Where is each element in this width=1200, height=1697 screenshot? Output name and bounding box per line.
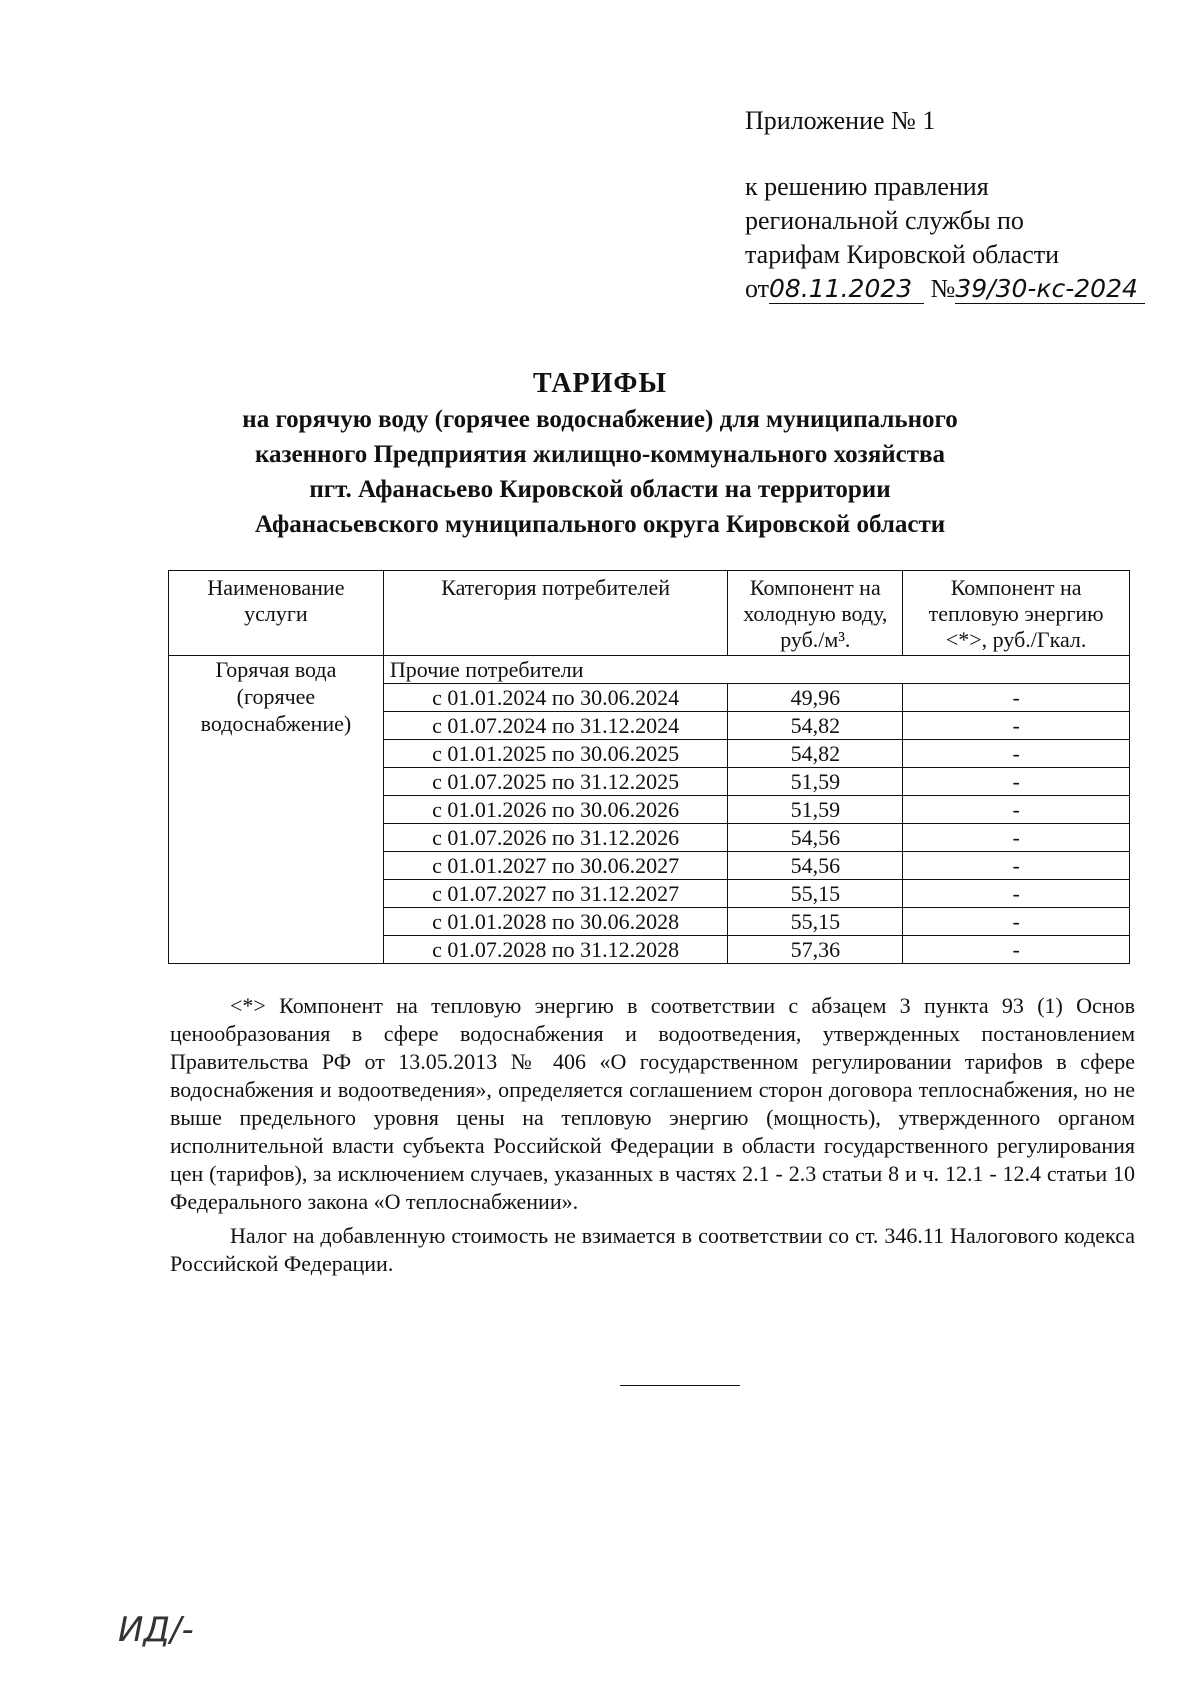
period-cell: с 01.07.2024 по 31.12.2024 — [383, 712, 728, 740]
title-main: ТАРИФЫ — [533, 368, 667, 399]
header-category: Категория потребителей — [383, 571, 728, 656]
table-header-row — [169, 571, 1130, 656]
appendix-line: тарифам Кировской области — [745, 240, 1060, 269]
thermal-cell: - — [903, 908, 1130, 936]
date-prefix: от — [745, 274, 770, 303]
thermal-cell: - — [903, 712, 1130, 740]
header-cold-water: Компонент на холодную воду, руб./м³. — [728, 571, 903, 656]
period-cell: с 01.01.2027 по 30.06.2027 — [383, 852, 728, 880]
category-label: Прочие потребители — [383, 656, 1129, 684]
end-divider — [620, 1385, 740, 1386]
header-thermal: Компонент на тепловую энергию <*>, руб./Гкал. — [903, 571, 1130, 656]
cold-water-cell: 57,36 — [728, 936, 903, 964]
cold-water-cell: 51,59 — [728, 796, 903, 824]
thermal-cell: - — [903, 824, 1130, 852]
period-cell: с 01.01.2026 по 30.06.2026 — [383, 796, 728, 824]
footnote-text: <*> Компонент на тепловую энергию в соответствии с абзацем 3 пункта 93 (1) Основ ценообразования в сфере водоснабжения и водоотведения, утвержденных постановлением Правительства РФ от 13.05.2013 № 406 «О государственном регулировании тарифов в сфере водоснабжения и водоотведения», определяется соглашением сторон договора теплоснабжения, но не выше предельного уровня цены на тепловую энергию (мощность), утвержденного органом исполнительной власти субъекта Российской Федерации в области государственного регулирования цен (тарифов), за исключением случаев, указанных в частях 2.1 - 2.3 статьи 8 и ч. 12.1 - 12.4 статьи 10 Федерального закона «О теплоснабжении». — [170, 993, 1135, 1214]
period-cell: с 01.07.2026 по 31.12.2026 — [383, 824, 728, 852]
cold-water-cell: 54,82 — [728, 740, 903, 768]
number-prefix: № — [930, 274, 956, 303]
period-cell: с 01.01.2025 по 30.06.2025 — [383, 740, 728, 768]
appendix-line: региональной службы по — [745, 206, 1024, 235]
period-cell: с 01.07.2028 по 31.12.2028 — [383, 936, 728, 964]
notes — [170, 992, 1135, 1278]
thermal-cell: - — [903, 740, 1130, 768]
cold-water-cell: 55,15 — [728, 908, 903, 936]
cold-water-cell: 51,59 — [728, 768, 903, 796]
thermal-cell: - — [903, 768, 1130, 796]
thermal-cell: - — [903, 880, 1130, 908]
decision-date: 08.11.2023 — [769, 275, 924, 304]
cold-water-cell: 54,82 — [728, 712, 903, 740]
appendix-title: Приложение № 1 — [745, 106, 936, 135]
cold-water-cell: 54,56 — [728, 852, 903, 880]
cold-water-cell: 49,96 — [728, 684, 903, 712]
period-cell: с 01.01.2028 по 30.06.2028 — [383, 908, 728, 936]
tariffs-table — [168, 570, 1130, 964]
header-service: Наименование услуги — [169, 571, 384, 656]
period-cell: с 01.01.2024 по 30.06.2024 — [383, 684, 728, 712]
thermal-cell: - — [903, 936, 1130, 964]
thermal-cell: - — [903, 684, 1130, 712]
period-cell: с 01.07.2027 по 31.12.2027 — [383, 880, 728, 908]
document-title — [150, 366, 1050, 542]
title-line: на горячую воду (горячее водоснабжение) для муниципального — [242, 406, 958, 433]
title-line: казенного Предприятия жилищно-коммунального хозяйства — [254, 441, 946, 468]
decision-date-number — [745, 272, 1165, 306]
title-line: пгт. Афанасьево Кировской области на территории — [309, 476, 891, 503]
handwritten-initials: ИД/- — [118, 1610, 194, 1650]
service-name: Горячая вода (горячее водоснабжение) — [169, 656, 384, 964]
cold-water-cell: 54,56 — [728, 824, 903, 852]
thermal-cell: - — [903, 852, 1130, 880]
thermal-cell: - — [903, 796, 1130, 824]
period-cell: с 01.07.2025 по 31.12.2025 — [383, 768, 728, 796]
title-line: Афанасьевского муниципального округа Кировской области — [254, 511, 946, 538]
table-row — [169, 656, 1130, 684]
appendix-reference — [745, 170, 1165, 306]
cold-water-cell: 55,15 — [728, 880, 903, 908]
appendix-line: к решению правления — [745, 172, 989, 201]
decision-number: 39/30-кс-2024 — [955, 275, 1145, 304]
vat-note: Налог на добавленную стоимость не взимается в соответствии со ст. 346.11 Налогового кодекса Российской Федерации. — [170, 1223, 1135, 1276]
